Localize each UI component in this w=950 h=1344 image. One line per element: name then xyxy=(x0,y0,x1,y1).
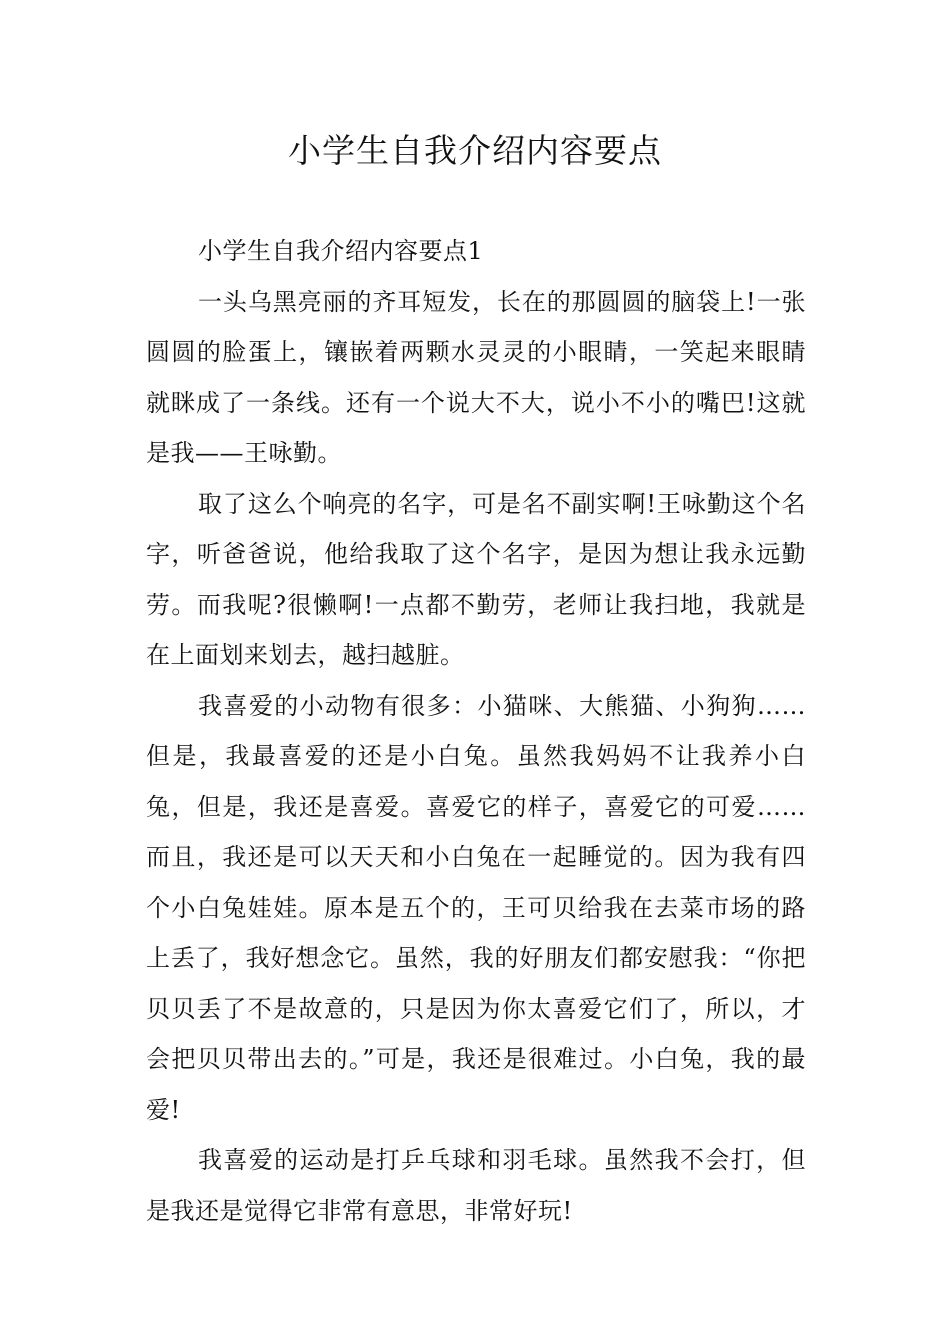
paragraph: 我喜爱的小动物有很多：小猫咪、大熊猫、小狗狗……但是，我最喜爱的还是小白兔。虽然我妈妈不让我养小白兔，但是，我还是喜爱。喜爱它的样子，喜爱它的可爱……而且，我还是可以天天和小白兔在一起睡觉的。因为我有四个小白兔娃娃。原本是五个的，王可贝给我在去菜市场的路上丢了，我好想念它。虽然，我的好朋友们都安慰我：“你把贝贝丢了不是故意的，只是因为你太喜爱它们了，所以，才会把贝贝带出去的。”可是，我还是很难过。小白兔，我的最爱! xyxy=(146,691,806,1124)
section-heading: 小学生自我介绍内容要点1 xyxy=(198,237,484,265)
document-body xyxy=(146,226,806,1236)
paragraph: 取了这么个响亮的名字，可是名不副实啊!王咏勤这个名字，听爸爸说，他给我取了这个名字，是因为想让我永远勤劳。而我呢?很懒啊!一点都不勤劳，老师让我扫地，我就是在上面划来划去，越扫越脏。 xyxy=(146,489,806,669)
document-title: 小学生自我介绍内容要点 xyxy=(288,131,662,170)
paragraph: 一头乌黑亮丽的齐耳短发，长在的那圆圆的脑袋上!一张圆圆的脸蛋上，镶嵌着两颗水灵灵的小眼睛，一笑起来眼睛就眯成了一条线。还有一个说大不大，说小不小的嘴巴!这就是我——王咏勤。 xyxy=(146,287,806,467)
paragraph: 我喜爱的运动是打乒乓球和羽毛球。虽然我不会打，但是我还是觉得它非常有意思，非常好玩! xyxy=(146,1146,806,1225)
